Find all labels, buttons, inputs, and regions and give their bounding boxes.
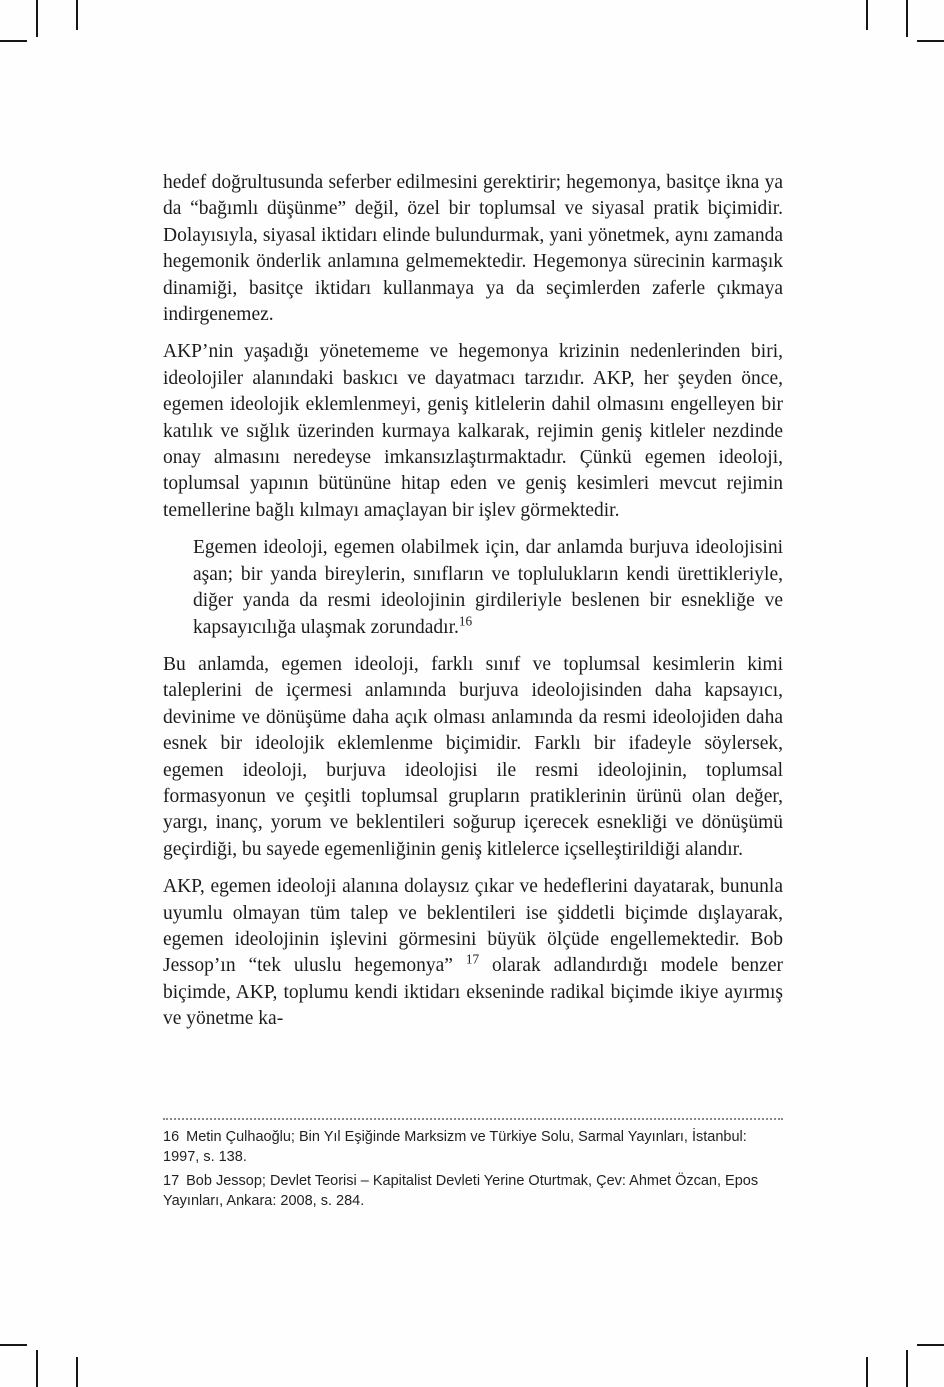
footnote-17 [163,1172,783,1211]
text-block [163,170,783,1044]
crop-mark-bottom-right-vertical-outer [906,1350,908,1387]
paragraph-2: AKP’nin yaşadığı yönetememe ve hegemonya krizinin nedenlerinden biri, ideolojiler alanındaki baskıcı ve dayatmacı tarzıdır. AKP, her şeyden önce, egemen ideolojik eklemlenmeyi, geniş kitlelerin dahil olmasını engelleyen bir katılık ve sığlık üzerinden kurmaya kalkarak, rejimin geniş kitleler nezdinde onay almasını neredeyse imkansızlaştırmaktadır. Çünkü egemen ideoloji, toplumsal yapının bütününe hitap eden ve geniş kesimleri mevcut rejimin temellerine bağlı kılmayı amaçlayan bir işlev görmektedir. [163,341,783,521]
footnote-17-number: 17 [163,1173,180,1189]
footnote-separator [163,1118,783,1120]
footnote-17-text: Bob Jessop; Devlet Teorisi – Kapitalist Devleti Yerine Oturtmak, Çev: Ahmet Özcan, Epos Yayınları, Ankara: 2008, s. 284. [163,1173,759,1209]
paragraph-1: hedef doğrultusunda seferber edilmesini gerektirir; hegemonya, basitçe ikna ya da “bağımlı düşünme” değil, özel bir toplumsal ve siyasal pratik biçimidir. Dolayısıyla, siyasal iktidarı elinde bulundurmak, yani yönetmek, aynı zamanda hegemonik önderlik anlamına gelmemektedir. Hegemonya sürecinin karmaşık dinamiği, basitçe iktidarı kullanmaya ya da seçimlerden zaferle çıkmaya indirgenemez. [163,172,783,326]
footnote-16-number: 16 [163,1129,180,1145]
paragraph-4 [163,874,783,1032]
crop-mark-bottom-left-horizontal [0,1344,27,1346]
block-quote-text: Egemen ideoloji, egemen olabilmek için, dar anlamda burjuva ideolojisini aşan; bir yanda bireylerin, sınıfların ve toplulukların kendi ürettikleriyle, diğer yanda da resmi ideolojinin girdileriyle beslenen bir esnekliğe ve kapsayıcılığa ulaşmak zorundadır. [193,537,783,638]
crop-mark-bottom-right-vertical-inner [866,1357,868,1387]
footnote-16-text: Metin Çulhaoğlu; Bin Yıl Eşiğinde Marksizm ve Türkiye Solu, Sarmal Yayınları, İstanbul: 1997, s. 138. [163,1129,747,1165]
footnotes-section [163,1118,783,1216]
crop-mark-top-right-horizontal [917,40,944,42]
crop-mark-top-right-vertical-inner [866,0,868,30]
paragraph-4-after-ref: olarak adlandırdığı modele benzer biçimde, AKP, toplumu kendi iktidarı ekseninde radikal biçimde ikiye ayırmış ve yönetme ka- [163,955,783,1030]
crop-mark-bottom-left-vertical-inner [76,1357,78,1387]
block-quote [193,535,783,641]
crop-mark-top-left-vertical-inner [76,0,78,30]
crop-mark-bottom-right-horizontal [917,1344,944,1346]
paragraph-4-before-ref: AKP, egemen ideoloji alanına dolaysız çıkar ve hedeflerini dayatarak, bununla uyumlu olmayan tüm talep ve beklentileri ise şiddetli biçimde dışlayarak, egemen ideolojinin işlevini görmesini büyük ölçüde engellemektedir. Bob Jessop’ın “tek uluslu hegemonya” [163,876,783,977]
crop-mark-bottom-left-vertical-outer [36,1350,38,1387]
crop-mark-top-left-horizontal [0,40,27,42]
footnote-ref-17: 17 [465,951,480,967]
crop-mark-top-right-vertical-outer [906,0,908,37]
crop-mark-top-left-vertical-outer [36,0,38,37]
footnote-ref-16: 16 [458,613,473,628]
footnote-16 [163,1128,783,1167]
paragraph-3: Bu anlamda, egemen ideoloji, farklı sınıf ve toplumsal kesimlerin kimi taleplerini de içermesi anlamında burjuva ideolojisinden daha kapsayıcı, devinime ve dönüşüme daha açık olması anlamında da resmi ideolojiden daha esnek bir ideolojik eklemlenme biçimidir. Farklı bir ifadeyle söylersek, egemen ideoloji, burjuva ideolojisi ile resmi ideolojinin, toplumsal formasyonun ve çeşitli toplumsal grupların pratiklerinin ürünü olan değer, yargı, inanç, yorum ve beklentileri soğurup içerecek esnekliği ve dönüşümü geçirdiği, bu sayede egemenliğinin geniş kitlelerce içselleştirildiği alandır. [163,653,783,860]
